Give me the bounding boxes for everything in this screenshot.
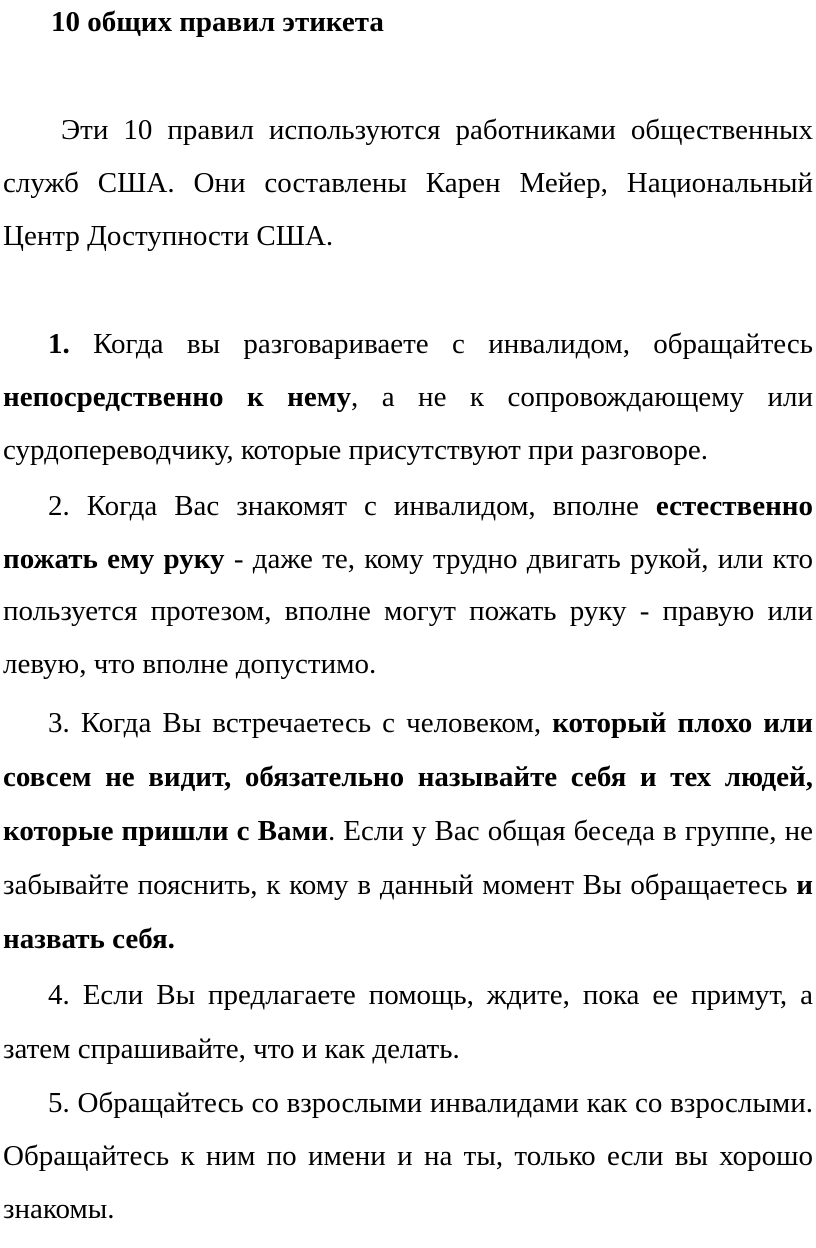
rule-2-text-before: 2. Когда Вас знакомят с инвалидом, вполне — [48, 490, 656, 522]
rule-1-bold-text: непосредственно к нему — [3, 381, 351, 413]
rule-1-number: 1. — [48, 328, 70, 360]
rule-3-text-after: . Если у Вас общая беседа в группе, не забывайте пояснить, к кому в данный момент Вы обращаетесь — [3, 815, 813, 901]
rule-2-text-after: - даже те, кому трудно двигать рукой, или кто пользуется протезом, вполне могут пожать руку - правую или левую, что вполне допустимо. — [3, 542, 813, 680]
rule-3-paragraph — [3, 696, 813, 966]
rule-3-bold-text-2: и назвать себя. — [3, 869, 813, 955]
rule-2-bold-text: естественно пожать ему руку — [3, 490, 813, 575]
rule-1-paragraph — [3, 318, 813, 477]
rule-3-bold-text: который плохо или совсем не видит, обязательно называйте себя и тех людей, которые пришли с Вами — [3, 707, 813, 847]
rule-4-paragraph: 4. Если Вы предлагаете помощь, ждите, пока ее примут, а затем спрашивайте, что и как делать. — [3, 979, 813, 1065]
rule-2-paragraph — [3, 480, 813, 690]
rule-3-text-before: 3. Когда Вы встречаетесь с человеком, — [48, 707, 553, 739]
rule-1-text-before: Когда вы разговариваете с инвалидом, обращайтесь — [69, 328, 813, 360]
rule-5-paragraph: 5. Обращайтесь со взрослыми инвалидами как со взрослыми. Обращайтесь к ним по имени и на ты, только если вы хорошо знакомы. — [3, 1087, 813, 1225]
document-title: 10 общих правил этикета — [51, 6, 384, 38]
intro-paragraph: Эти 10 правил используются работниками общественных служб США. Они составлены Карен Мейер, Национальный Центр Доступности США. — [3, 114, 813, 252]
rule-1-text-after: , а не к сопровождающему или сурдопереводчику, которые присутствуют при разговоре. — [3, 381, 813, 466]
